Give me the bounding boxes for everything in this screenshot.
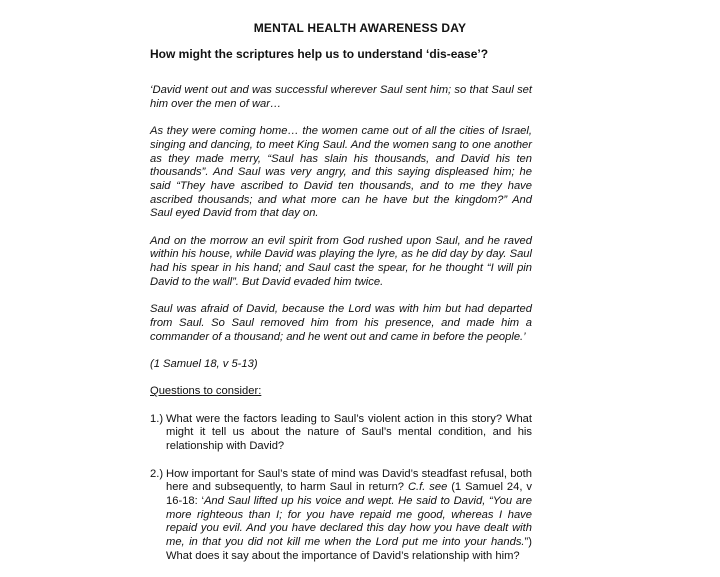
passage-paragraph-2: As they were coming home… the women came out of all the cities of Israel, singing and dancing, to meet King Saul. And the women sang to one another as they made merry, “Saul has slain his thousands, and David his ten thousands”. And Saul was very angry, and this saying displeased him; he said “They have ascribed to David ten thousands, and to me they have ascribed thousands; and what more can he have but the kingdom?” And Saul eyed David from that day on. xyxy=(150,125,532,220)
question-2-quote: And Saul lifted up his voice and wept. He said to David, “You are more righteous than I; for you have repaid me good, whereas I have repaid you evil. And you have declared this day how you have dealt with me, in that you did not kill me when the Lord put me into your hands. xyxy=(166,494,532,549)
document-subtitle: How might the scriptures help us to understand ‘dis-ease’? xyxy=(150,47,489,61)
questions-heading: Questions to consider: xyxy=(150,385,262,398)
document-body xyxy=(150,84,532,577)
question-2 xyxy=(150,468,532,564)
scripture-reference: (1 Samuel 18, v 5-13) xyxy=(150,358,258,370)
passage-paragraph-1: ‘David went out and was successful wherever Saul sent him; so that Saul set him over the men of war… xyxy=(150,84,532,110)
question-1 xyxy=(150,413,532,454)
question-2-close: ”) What does it say about the importance of David’s relationship with him? xyxy=(166,536,532,562)
question-2-number: 2.) xyxy=(150,467,164,480)
question-1-text: What were the factors leading to Saul’s violent action in this story? What might it tell us about the nature of Saul’s mental condition, and his relationship with David? xyxy=(166,412,532,453)
question-2-cf: C.f. see xyxy=(407,481,448,494)
document-title: MENTAL HEALTH AWARENESS DAY xyxy=(253,21,467,35)
passage-paragraph-4: Saul was afraid of David, because the Lord was with him but had departed from Saul. So Saul removed him from his presence, and made him a commander of a thousand; and he went out and came in before the people.’ xyxy=(150,303,532,343)
question-2-ref: (1 Samuel 24, v 16-18: ‘ xyxy=(166,481,532,507)
question-2-lead: How important for Saul’s state of mind was David’s steadfast refusal, both here and subsequently, to harm Saul in return? xyxy=(166,467,532,494)
question-1-number: 1.) xyxy=(150,412,164,425)
passage-paragraph-3: And on the morrow an evil spirit from God rushed upon Saul, and he raved within his house, while David was playing the lyre, as he did day by day. Saul had his spear in his hand; and Saul cast the spear, for he thought “I will pin David to the wall”. But David evaded him twice. xyxy=(150,234,532,288)
